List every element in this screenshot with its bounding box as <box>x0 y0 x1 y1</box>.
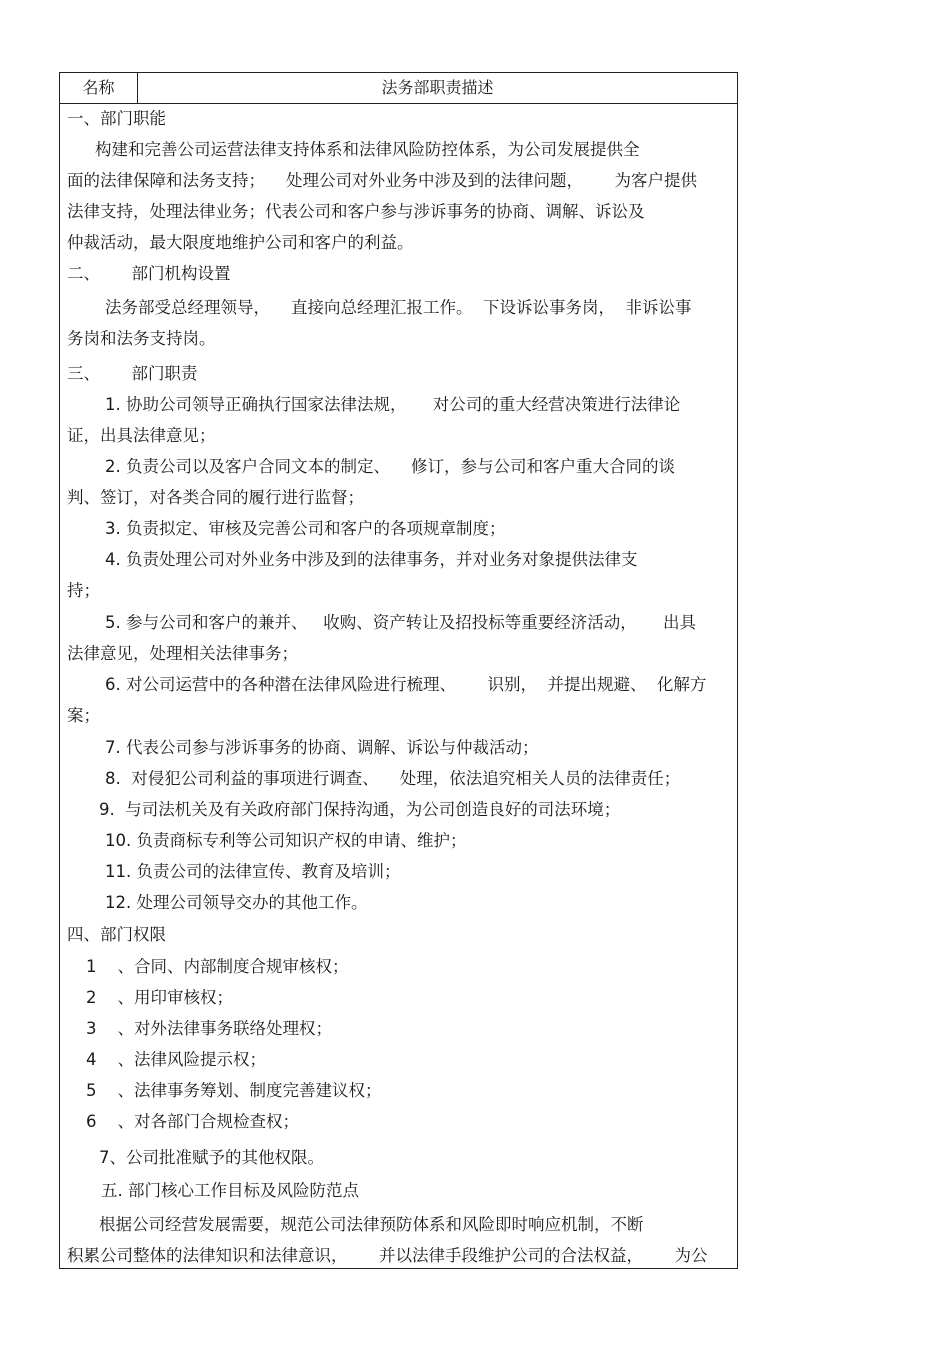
list-item: 6 、对各部门合规检查权； <box>86 1112 299 1131</box>
list-item: 9. 与司法机关及有关政府部门保持沟通，为公司创造良好的司法环境； <box>99 800 621 819</box>
list-item: 5. 参与公司和客户的兼并、 收购、资产转让及招投标等重要经济活动， 出具 <box>105 613 696 632</box>
paragraph-line: 法务部受总经理领导， 直接向总经理汇报工作。 下设诉讼事务岗， 非诉讼事 <box>105 298 692 317</box>
section-heading-goals: 五. 部门核心工作目标及风险防范点 <box>101 1181 359 1200</box>
list-item: 3. 负责拟定、审核及完善公司和客户的各项规章制度； <box>105 519 506 538</box>
paragraph-line: 构建和完善公司运营法律支持体系和法律风险防控体系，为公司发展提供全 <box>95 140 640 159</box>
list-item-continuation: 判、签订，对各类合同的履行进行监督； <box>67 488 364 507</box>
table-header-row <box>60 73 737 104</box>
list-item-continuation: 持； <box>67 581 100 600</box>
document-title: 法务部职责描述 <box>381 78 494 97</box>
section-heading-duties: 三、 部门职责 <box>67 364 198 383</box>
paragraph-line: 面的法律保障和法务支持； 处理公司对外业务中涉及到的法律问题， 为客户提供 <box>67 171 697 190</box>
list-item: 10. 负责商标专利等公司知识产权的申请、维护； <box>105 831 467 850</box>
section-heading-functions: 一、部门职能 <box>67 109 166 128</box>
list-item: 2 、用印审核权； <box>86 988 233 1007</box>
list-item: 7. 代表公司参与涉诉事务的协商、调解、诉讼与仲裁活动； <box>105 738 539 757</box>
list-item: 1. 协助公司领导正确执行国家法律法规， 对公司的重大经营决策进行法律论 <box>105 395 681 414</box>
list-item-continuation: 证，出具法律意见； <box>67 426 216 445</box>
section-heading-structure: 二、 部门机构设置 <box>67 264 231 283</box>
list-item-continuation: 案； <box>67 706 100 725</box>
name-label: 名称 <box>60 73 138 103</box>
list-item: 7、公司批准赋予的其他权限。 <box>99 1148 324 1167</box>
list-item: 2. 负责公司以及客户合同文本的制定、 修订，参与公司和客户重大合同的谈 <box>105 457 675 476</box>
list-item-continuation: 法律意见，处理相关法律事务； <box>67 644 298 663</box>
list-item: 11. 负责公司的法律宣传、教育及培训； <box>105 862 401 881</box>
list-item: 1 、合同、内部制度合规审核权； <box>86 957 349 976</box>
paragraph-line: 根据公司经营发展需要，规范公司法律预防体系和风险即时响应机制，不断 <box>99 1215 644 1234</box>
paragraph-line: 法律支持，处理法律业务；代表公司和客户参与涉诉事务的协商、调解、诉讼及 <box>67 202 645 221</box>
list-item: 12. 处理公司领导交办的其他工作。 <box>105 893 368 912</box>
list-item: 4. 负责处理公司对外业务中涉及到的法律事务，并对业务对象提供法律支 <box>105 550 638 569</box>
list-item: 8. 对侵犯公司利益的事项进行调查、 处理，依法追究相关人员的法律责任； <box>105 769 681 788</box>
paragraph-line: 积累公司整体的法律知识和法律意识， 并以法律手段维护公司的合法权益， 为公 <box>67 1246 708 1265</box>
list-item: 6. 对公司运营中的各种潜在法律风险进行梳理、 识别， 并提出规避、 化解方 <box>105 675 707 694</box>
paragraph-line: 务岗和法务支持岗。 <box>67 329 216 348</box>
list-item: 4 、法律风险提示权； <box>86 1050 266 1069</box>
list-item: 5 、法律事务筹划、制度完善建议权； <box>86 1081 382 1100</box>
paragraph-line: 仲裁活动，最大限度地维护公司和客户的利益。 <box>67 233 414 252</box>
section-heading-authority: 四、部门权限 <box>67 925 166 944</box>
list-item: 3 、对外法律事务联络处理权； <box>86 1019 332 1038</box>
